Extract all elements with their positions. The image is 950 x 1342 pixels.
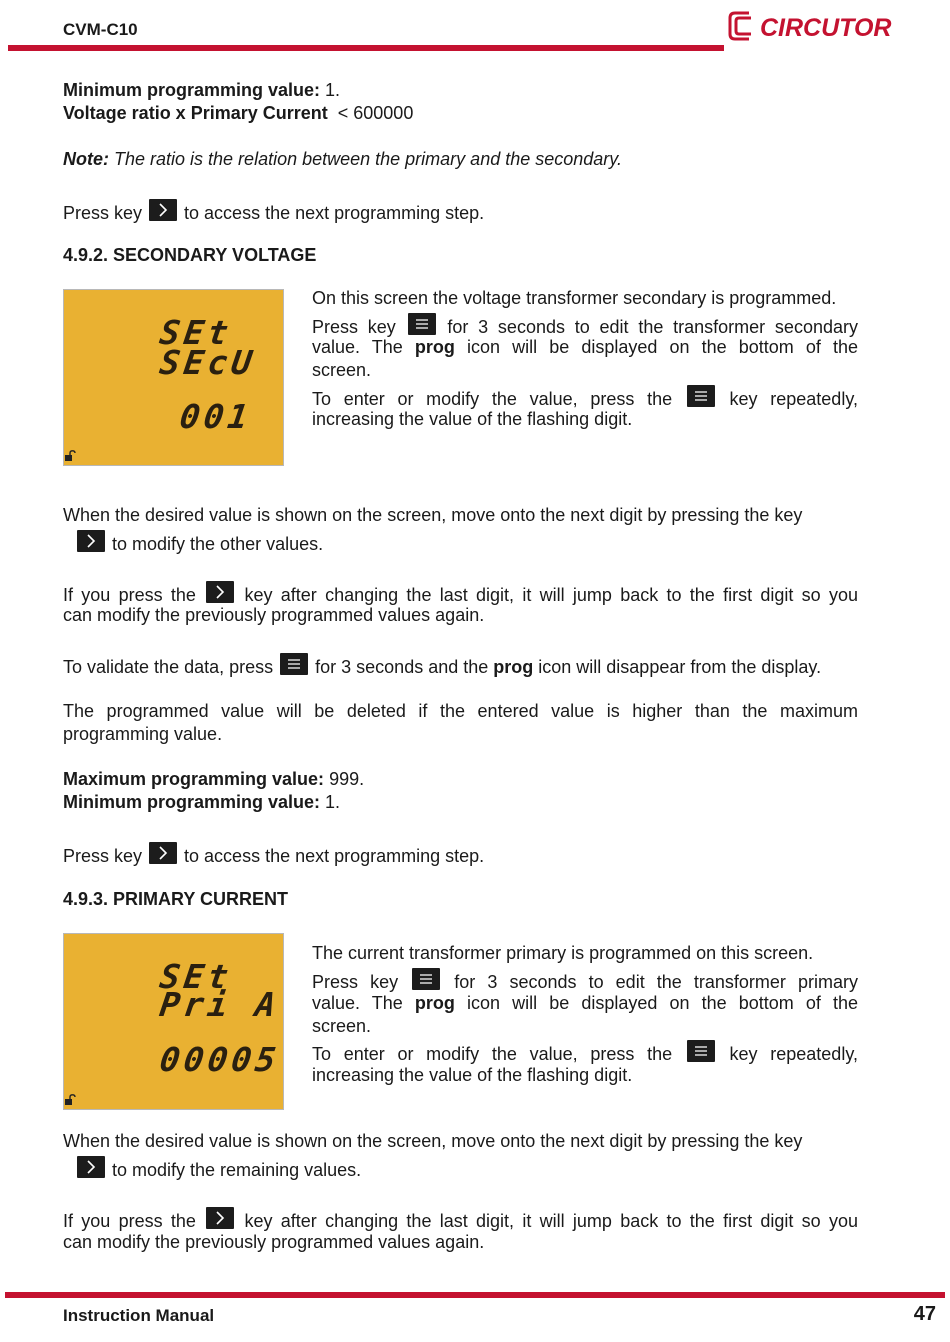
lcd-line-3: 00005 [157, 1040, 283, 1079]
padlock-icon [64, 450, 76, 462]
circutor-logo [727, 9, 902, 43]
next-key-icon [206, 581, 234, 603]
pc-last-line-a: If you press the key after changing the last digit, it will jump back to the first digit so you [63, 1207, 858, 1233]
pc-line-2: Press key for 3 seconds to edit the transformer primary [312, 968, 858, 994]
lcd-display-primary-current [63, 933, 284, 1110]
min-value-line: Minimum programming value: 1. [63, 80, 341, 100]
section-heading-secondary-voltage: 4.9.2. SECONDARY VOLTAGE [63, 245, 317, 265]
sv-last-line-a: If you press the key after changing the last digit, it will jump back to the first digit so you [63, 581, 858, 607]
next-key-icon [149, 199, 177, 221]
prog-key-icon [687, 1040, 715, 1062]
document-model: CVM-C10 [63, 20, 138, 39]
press-key-line-1: Press key to access the next programming step. [63, 199, 858, 225]
sv-max-line: Maximum programming value: 999. [63, 769, 365, 789]
sv-line-1: On this screen the voltage transformer secondary is programmed. [312, 288, 837, 308]
sv-line-2: Press key for 3 seconds to edit the transformer secondary [312, 313, 858, 339]
press-key-line-2: Press key to access the next programming step. [63, 842, 858, 868]
lcd-line-3: 001 [177, 397, 255, 436]
prog-key-icon [408, 313, 436, 335]
pc-line-3: value. The prog icon will be displayed on the bottom of the [312, 993, 858, 1013]
next-key-icon [77, 1156, 105, 1178]
note-line: Note: The ratio is the relation between the primary and the secondary. [63, 149, 622, 169]
sv-deleted-note: The programmed value will be deleted if the entered value is higher than the maximum programming value. [63, 701, 858, 744]
pc-line-1: The current transformer primary is programmed on this screen. [312, 943, 814, 963]
sv-min-line: Minimum programming value: 1. [63, 792, 341, 812]
sv-validate-line: To validate the data, press for 3 seconds and the prog icon will disappear from the display. [63, 653, 858, 679]
next-key-icon [77, 530, 105, 552]
page-number: 47 [913, 1303, 936, 1325]
pc-next-line-a: When the desired value is shown on the screen, move onto the next digit by pressing the key [63, 1131, 803, 1151]
footer-title: Instruction Manual [63, 1306, 215, 1325]
pc-next-line-b: to modify the remaining values. [75, 1156, 870, 1182]
lcd-line-1: SEt [157, 957, 235, 996]
sv-next-line-a: When the desired value is shown on the screen, move onto the next digit by pressing the key [63, 505, 803, 525]
brand-text: CIRCUTOR [760, 14, 892, 42]
section-heading-primary-current: 4.9.3. PRIMARY CURRENT [63, 889, 289, 909]
sv-line-5: To enter or modify the value, press the key repeatedly, [312, 385, 858, 411]
padlock-icon [64, 1094, 76, 1106]
next-key-icon [149, 842, 177, 864]
prog-key-icon [280, 653, 308, 675]
sv-last-line-b: can modify the previously programmed values again. [63, 605, 485, 625]
prog-key-icon [687, 385, 715, 407]
lcd-display-secondary-voltage [63, 289, 284, 466]
sv-line-4: screen. [312, 360, 372, 380]
prog-key-icon [412, 968, 440, 990]
lcd-line-2: SEcU [157, 343, 259, 382]
pc-line-4: screen. [312, 1016, 372, 1036]
next-key-icon [206, 1207, 234, 1229]
pc-line-6: increasing the value of the flashing digit. [312, 1065, 633, 1085]
lcd-line-2: Pri A [157, 985, 283, 1024]
lcd-line-1: SEt [157, 313, 235, 352]
header-rule [8, 45, 724, 51]
sv-next-line-b: to modify the other values. [75, 530, 870, 556]
sv-line-3: value. The prog icon will be displayed on the bottom of the [312, 337, 858, 357]
ratio-line: Voltage ratio x Primary Current < 600000 [63, 103, 414, 123]
sv-line-6: increasing the value of the flashing digit. [312, 409, 633, 429]
pc-last-line-b: can modify the previously programmed values again. [63, 1232, 485, 1252]
footer-rule [5, 1292, 945, 1298]
pc-line-5: To enter or modify the value, press the key repeatedly, [312, 1040, 858, 1066]
